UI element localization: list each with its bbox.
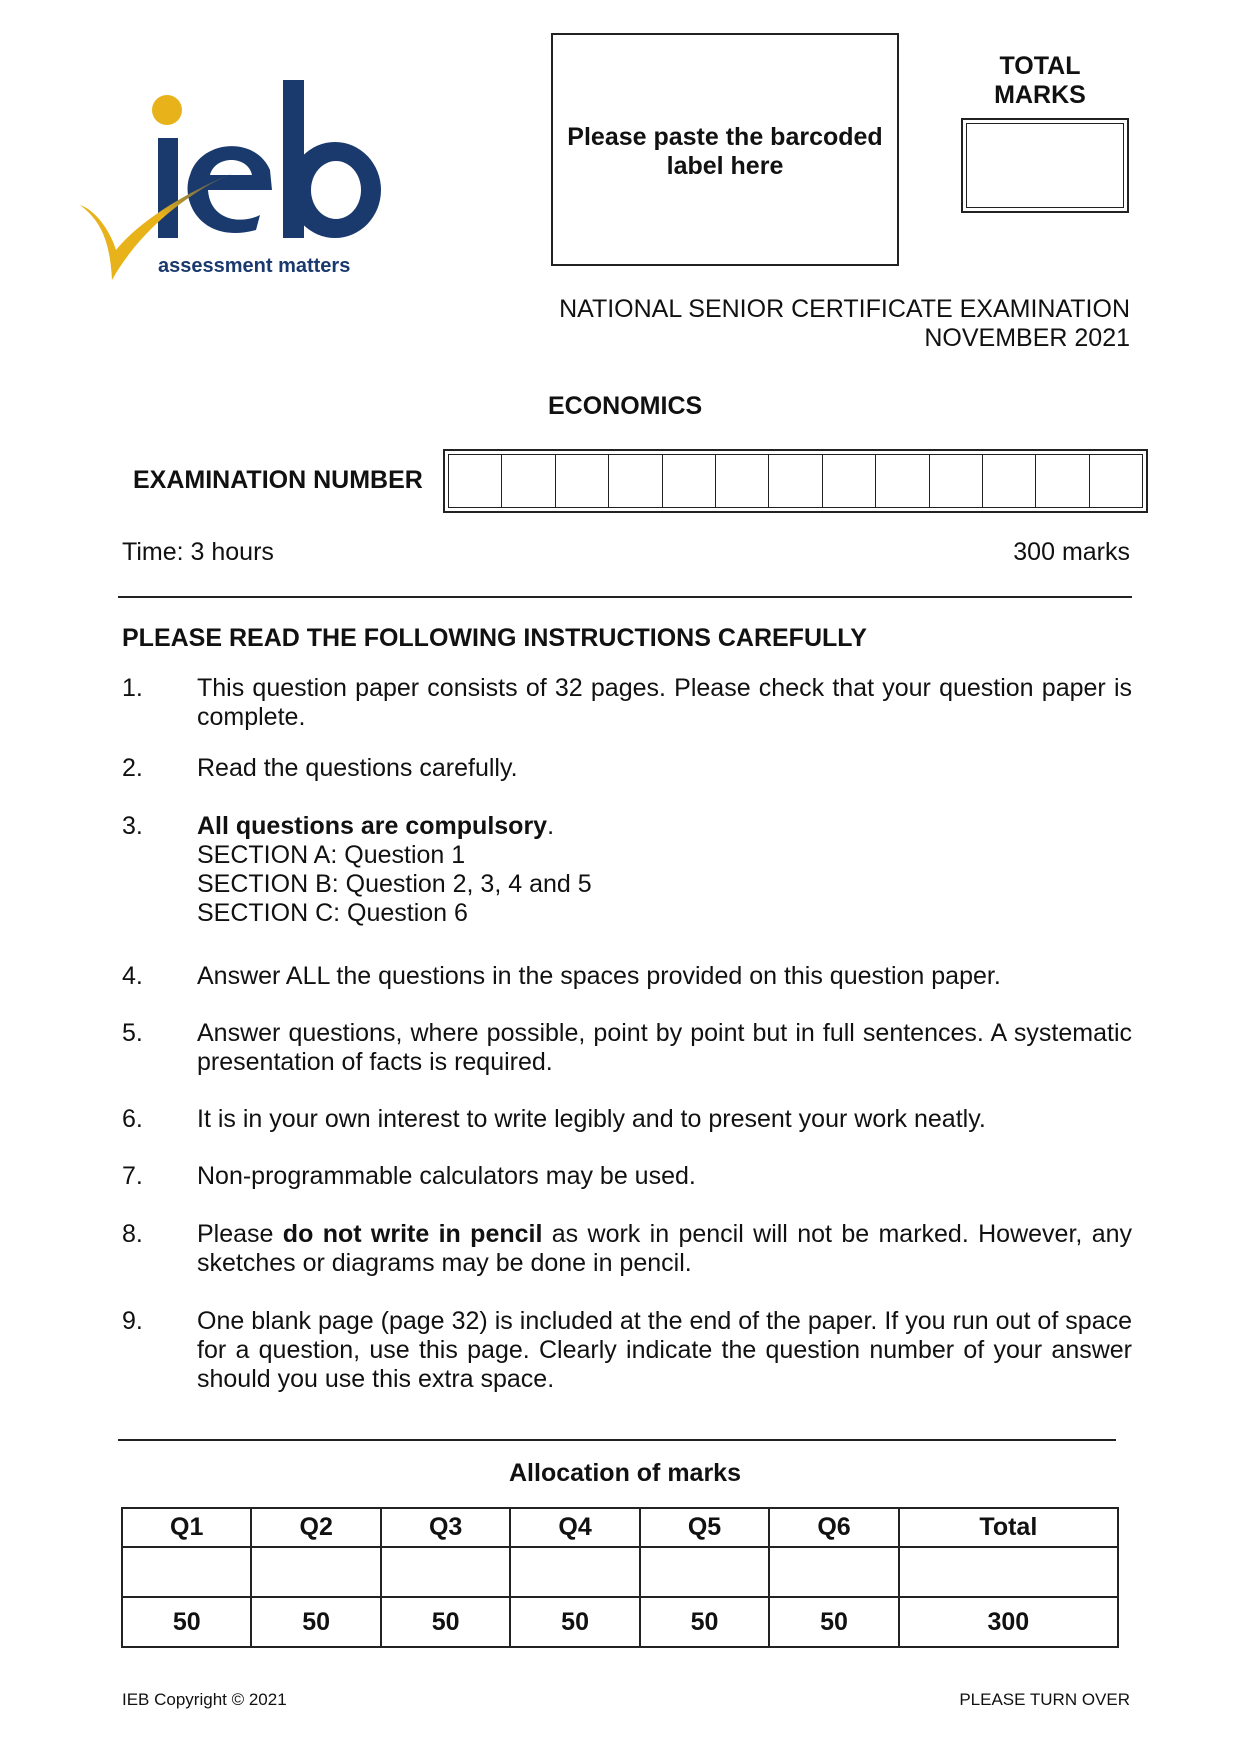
exam-number-label: EXAMINATION NUMBER bbox=[133, 466, 423, 494]
instruction-after: . bbox=[547, 812, 555, 840]
score-cell bbox=[769, 1547, 898, 1597]
exam-number-cell bbox=[555, 454, 609, 508]
score-cell bbox=[510, 1547, 639, 1597]
instruction-number: 3. bbox=[122, 812, 143, 840]
instruction-after: as work in pencil will not be marked. However, any sketches or diagrams may be done in pencil. bbox=[197, 1220, 1133, 1277]
instruction-item bbox=[122, 674, 1132, 732]
exam-title bbox=[500, 295, 1130, 353]
instruction-number: 9. bbox=[122, 1307, 143, 1335]
instruction-number: 5. bbox=[122, 1019, 143, 1047]
allocation-value-cell: 300 bbox=[899, 1597, 1118, 1647]
exam-number-cell bbox=[715, 454, 769, 508]
total-marks-line2: MARKS bbox=[994, 81, 1086, 109]
logo-tagline: assessment matters bbox=[158, 255, 351, 277]
exam-number-cell bbox=[1089, 454, 1143, 508]
instruction-text: It is in your own interest to write legibly and to present your work neatly. bbox=[197, 1105, 986, 1133]
allocation-table bbox=[121, 1507, 1119, 1648]
instruction-text: One blank page (page 32) is included at the end of the paper. If you run out of space for a question, use this page. Clearly indicate the question number of your answer should you use this extra space. bbox=[197, 1307, 1132, 1393]
allocation-header-cell: Q4 bbox=[510, 1508, 639, 1547]
instruction-number: 8. bbox=[122, 1220, 143, 1248]
exam-number-cell bbox=[768, 454, 822, 508]
exam-number-cell bbox=[501, 454, 555, 508]
instruction-item bbox=[122, 1105, 1132, 1134]
time-allowed: Time: 3 hours bbox=[122, 538, 274, 566]
barcode-instruction: Please paste the barcoded label here bbox=[567, 123, 883, 180]
total-marks-box bbox=[961, 118, 1129, 213]
exam-number-cell bbox=[822, 454, 876, 508]
instruction-item bbox=[122, 1307, 1132, 1394]
exam-number-cell bbox=[929, 454, 983, 508]
allocation-header-cell: Q5 bbox=[640, 1508, 769, 1547]
instruction-number: 6. bbox=[122, 1105, 143, 1133]
instruction-text: Answer questions, where possible, point by point but in full sentences. A systematic presentation of facts is required. bbox=[197, 1019, 1132, 1076]
footer-copyright: IEB Copyright © 2021 bbox=[122, 1690, 287, 1709]
ieb-logo bbox=[80, 80, 440, 320]
section-line: SECTION A: Question 1 bbox=[197, 841, 466, 869]
exam-number-cell bbox=[1035, 454, 1089, 508]
allocation-value-cell: 50 bbox=[640, 1597, 769, 1647]
instruction-number: 4. bbox=[122, 962, 143, 990]
exam-number-cell bbox=[982, 454, 1036, 508]
exam-number-grid bbox=[443, 449, 1148, 513]
exam-number-cell bbox=[875, 454, 929, 508]
allocation-max-row bbox=[122, 1597, 1118, 1647]
instruction-number: 7. bbox=[122, 1162, 143, 1190]
instruction-text bbox=[197, 1220, 1132, 1278]
score-cell bbox=[381, 1547, 510, 1597]
allocation-value-cell: 50 bbox=[251, 1597, 380, 1647]
allocation-value-cell: 50 bbox=[769, 1597, 898, 1647]
subject-title: ECONOMICS bbox=[548, 392, 703, 420]
divider bbox=[118, 1439, 1116, 1441]
instruction-item bbox=[122, 962, 1132, 991]
instruction-bold: All questions are compulsory bbox=[197, 812, 548, 840]
instruction-item bbox=[122, 1162, 1132, 1191]
footer-turn-over: PLEASE TURN OVER bbox=[959, 1690, 1130, 1709]
allocation-header-cell: Total bbox=[899, 1508, 1118, 1547]
instruction-number: 1. bbox=[122, 674, 143, 702]
score-cell bbox=[251, 1547, 380, 1597]
instruction-text bbox=[197, 812, 1132, 841]
allocation-header-cell: Q2 bbox=[251, 1508, 380, 1547]
score-cell bbox=[899, 1547, 1118, 1597]
allocation-value-cell: 50 bbox=[122, 1597, 251, 1647]
exam-number-cell bbox=[448, 454, 502, 508]
instruction-item bbox=[122, 754, 1132, 783]
instruction-item bbox=[122, 1220, 1132, 1278]
instruction-text: This question paper consists of 32 pages. Please check that your question paper is complete. bbox=[197, 674, 1132, 731]
allocation-title: Allocation of marks bbox=[509, 1459, 741, 1487]
instruction-text: Read the questions carefully. bbox=[197, 754, 518, 782]
total-marks-value: 300 marks bbox=[1013, 538, 1130, 566]
instruction-number: 2. bbox=[122, 754, 143, 782]
exam-title-line1: NATIONAL SENIOR CERTIFICATE EXAMINATION bbox=[559, 295, 1130, 323]
logo-letter-i bbox=[158, 138, 178, 238]
instruction-bold: do not write in pencil bbox=[282, 1220, 543, 1248]
divider bbox=[118, 596, 1132, 598]
instruction-before: Please bbox=[197, 1220, 283, 1248]
allocation-header-row bbox=[122, 1508, 1118, 1547]
exam-number-cell bbox=[608, 454, 662, 508]
allocation-header-cell: Q1 bbox=[122, 1508, 251, 1547]
exam-title-line2: NOVEMBER 2021 bbox=[924, 324, 1130, 352]
allocation-value-cell: 50 bbox=[381, 1597, 510, 1647]
instructions-heading: PLEASE READ THE FOLLOWING INSTRUCTIONS CAREFULLY bbox=[122, 624, 867, 652]
instruction-text: Answer ALL the questions in the spaces provided on this question paper. bbox=[197, 962, 1001, 990]
total-marks-title bbox=[950, 52, 1130, 110]
section-line: SECTION C: Question 6 bbox=[197, 899, 468, 927]
score-cell bbox=[640, 1547, 769, 1597]
section-line: SECTION B: Question 2, 3, 4 and 5 bbox=[197, 870, 592, 898]
barcode-label-box bbox=[551, 33, 899, 266]
instruction-item bbox=[122, 812, 1132, 928]
allocation-header-cell: Q3 bbox=[381, 1508, 510, 1547]
instruction-item bbox=[122, 1019, 1132, 1077]
total-marks-line1: TOTAL bbox=[999, 52, 1081, 80]
logo-dot bbox=[152, 95, 182, 125]
exam-number-cell bbox=[662, 454, 716, 508]
allocation-header-cell: Q6 bbox=[769, 1508, 898, 1547]
allocation-score-row bbox=[122, 1547, 1118, 1597]
allocation-value-cell: 50 bbox=[510, 1597, 639, 1647]
instruction-text: Non-programmable calculators may be used. bbox=[197, 1162, 696, 1190]
score-cell bbox=[122, 1547, 251, 1597]
